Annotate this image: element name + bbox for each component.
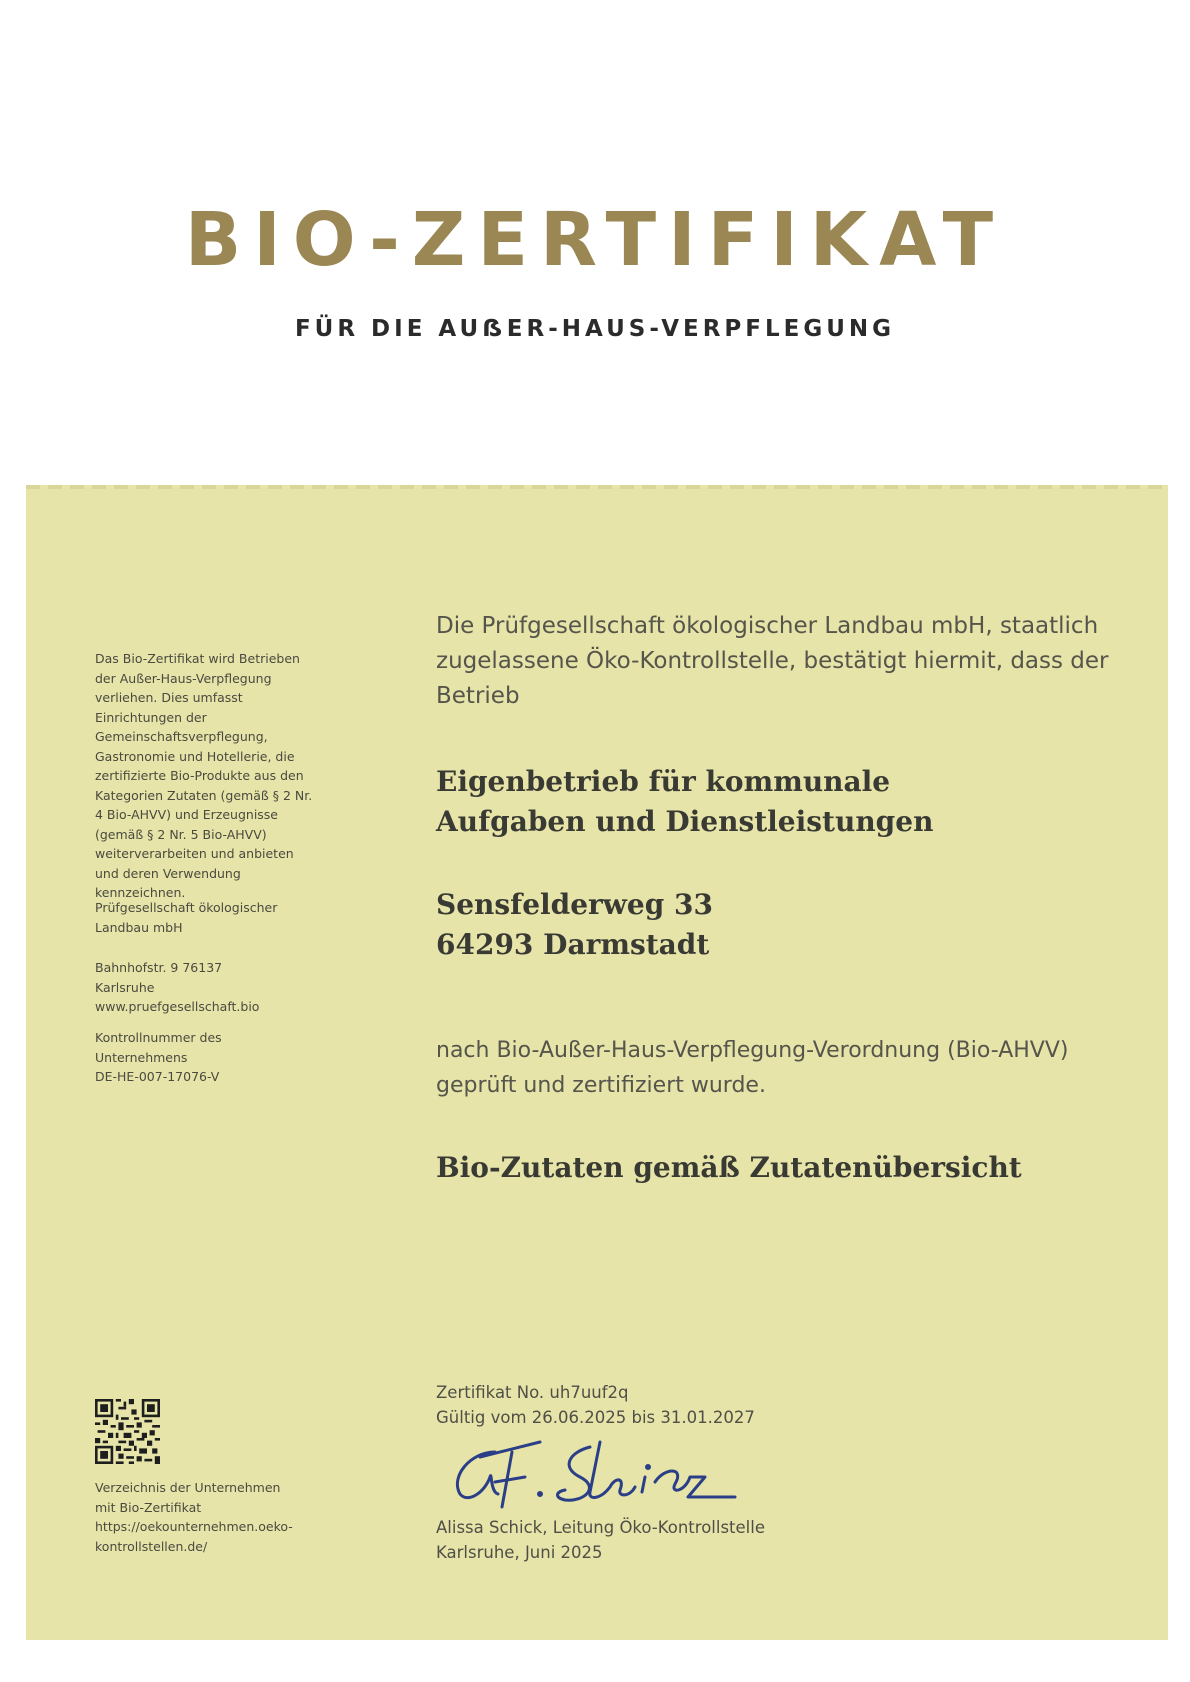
intro-text: Die Prüfgesellschaft ökologischer Landbau mbH, staatlich zugelassene Öko-Kontrollstelle, bestätigt hiermit, dass der Betrieb (436, 613, 1109, 709)
certificate-title: BIO-ZERTIFIKAT (184, 197, 1006, 283)
certification-scope: Bio-Zutaten gemäß Zutatenübersicht (436, 1151, 1022, 1184)
certificate-validity: Gültig vom 26.06.2025 bis 31.01.2027 (436, 1408, 755, 1427)
company-street: Sensfelderweg 33 (436, 888, 714, 921)
signatory-name: Alissa Schick, Leitung Öko-Kontrollstelle (436, 1518, 766, 1537)
qr-code-icon (95, 1399, 160, 1464)
signature (440, 1422, 760, 1512)
regulation-text: nach Bio-Außer-Haus-Verpflegung-Verordnung (Bio-AHVV) geprüft und zertifiziert wurde. (436, 1038, 1069, 1098)
sidebar-control-label: Kontrollnummer des Unternehmens (95, 1030, 222, 1065)
company-name-line2: Aufgaben und Dienstleistungen (436, 805, 934, 838)
sidebar-registry-text: Verzeichnis der Unternehmen mit Bio-Zertifikat https://oekounternehmen.oeko-kontrollstellen.de/ (95, 1480, 293, 1554)
sidebar-org-address: Bahnhofstr. 9 76137 Karlsruhe www.pruefgesellschaft.bio (95, 960, 260, 1014)
sidebar-org-name: Prüfgesellschaft ökologischer Landbau mbH (95, 900, 278, 935)
certificate-subtitle: FÜR DIE AUẞER-HAUS-VERPFLEGUNG (294, 316, 896, 342)
sidebar-control-number: DE-HE-007-17076-V (95, 1069, 220, 1084)
company-city: 64293 Darmstadt (436, 928, 710, 961)
company-name-line1: Eigenbetrieb für kommunale (436, 765, 891, 798)
place-date: Karlsruhe, Juni 2025 (436, 1543, 603, 1562)
certificate-number: Zertifikat No. uh7uuf2q (436, 1383, 629, 1402)
sidebar-description: Das Bio-Zertifikat wird Betrieben der Außer-Haus-Verpflegung verliehen. Dies umfasst Einrichtungen der Gemeinschaftsverpflegung, Gastronomie und Hotellerie, die zertifizierte Bio-Produkte aus den Kategorien Zutaten (gemäß § 2 Nr. 4 Bio-AHVV) und Erzeugnisse (gemäß § 2 Nr. 5 Bio-AHVV) weiterverarbeiten und anbieten und deren Verwendung kennzeichnen. (95, 651, 313, 900)
